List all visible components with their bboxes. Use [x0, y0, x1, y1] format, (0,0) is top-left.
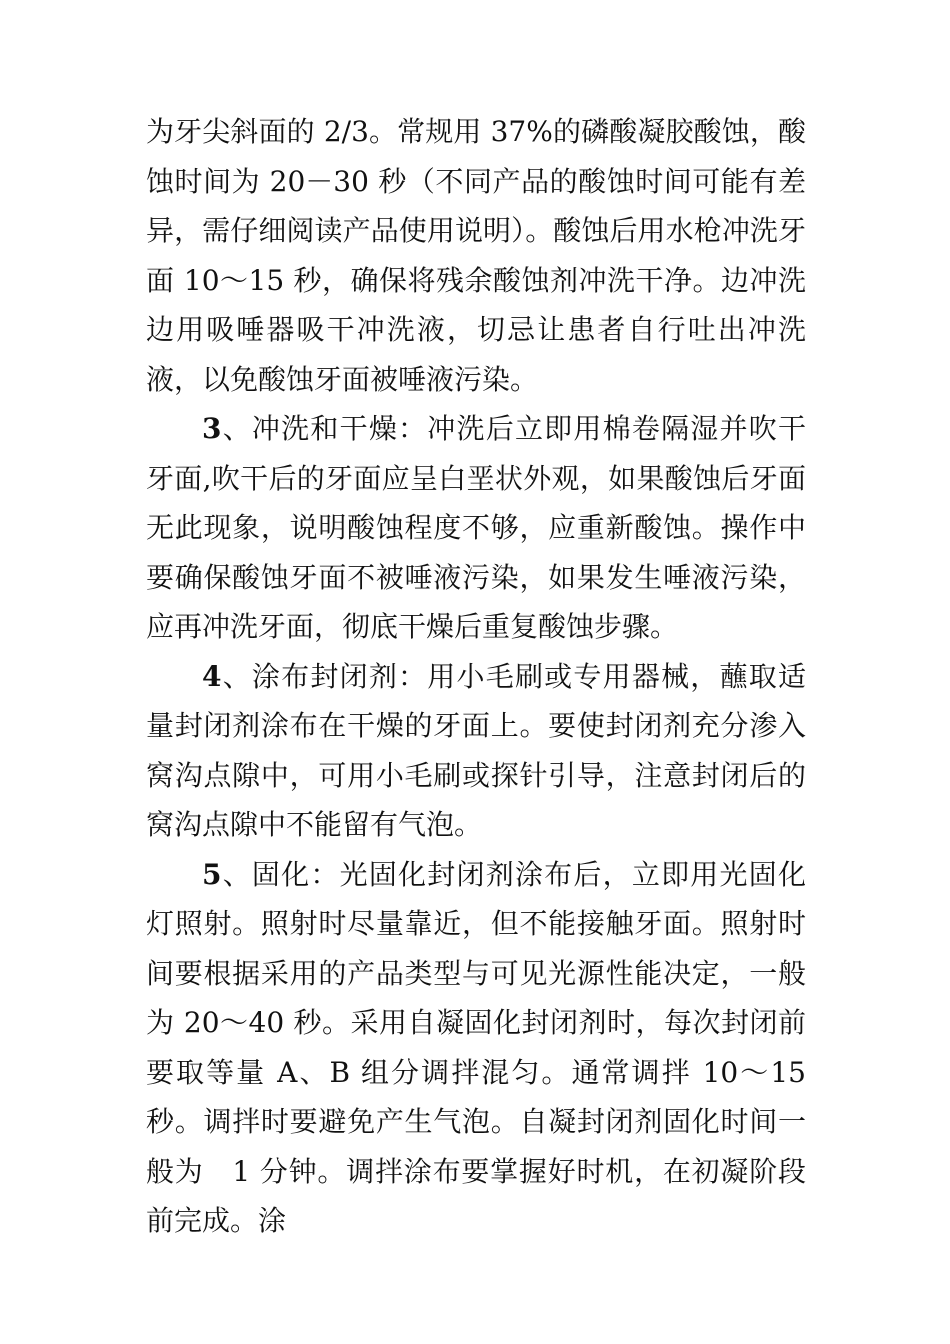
paragraph-text: 、涂布封闭剂：用小毛刷或专用器械，蘸取适量封闭剂涂布在干燥的牙面上。要使封闭剂充分渗入窝沟点隙中，可用小毛刷或探针引导，注意封闭后的窝沟点隙中不能留有气泡。	[146, 659, 806, 841]
step-number: 5	[202, 857, 222, 891]
step-number: 4	[202, 659, 222, 693]
paragraph-step-3	[146, 404, 806, 652]
paragraph-text: 、固化：光固化封闭剂涂布后，立即用光固化灯照射。照射时尽量靠近，但不能接触牙面。照射时间要根据采用的产品类型与可见光源性能决定，一般为 20～40 秒。采用自凝固化封闭剂时，每次封闭前要取等量 A、B 组分调拌混匀。通常调拌 10～15 秒。调拌时要避免产生气泡。自凝封闭剂固化时间一般为 1 分钟。调拌涂布要掌握好时机，在初凝阶段前完成。涂	[146, 857, 806, 1237]
paragraph-step-4	[146, 652, 806, 850]
paragraph-text: 、冲洗和干燥：冲洗后立即用棉卷隔湿并吹干牙面,吹干后的牙面应呈白垩状外观，如果酸蚀后牙面无此现象，说明酸蚀程度不够，应重新酸蚀。操作中要确保酸蚀牙面不被唾液污染，如果发生唾液污染，应再冲洗牙面，彻底干燥后重复酸蚀步骤。	[146, 412, 806, 643]
step-number: 3	[202, 412, 222, 445]
paragraph-step-5	[146, 850, 806, 1246]
paragraph-continued	[146, 107, 806, 404]
document-page	[146, 107, 806, 1246]
paragraph-text: 为牙尖斜面的 2/3。常规用 37%的磷酸凝胶酸蚀，酸蚀时间为 20－30 秒（不同产品的酸蚀时间可能有差异，需仔细阅读产品使用说明）。酸蚀后用水枪冲洗牙面 10～15 秒，确保将残余酸蚀剂冲洗干净。边冲洗边用吸唾器吸干冲洗液，切忌让患者自行吐出冲洗液，以免酸蚀牙面被唾液污染。	[146, 115, 806, 396]
